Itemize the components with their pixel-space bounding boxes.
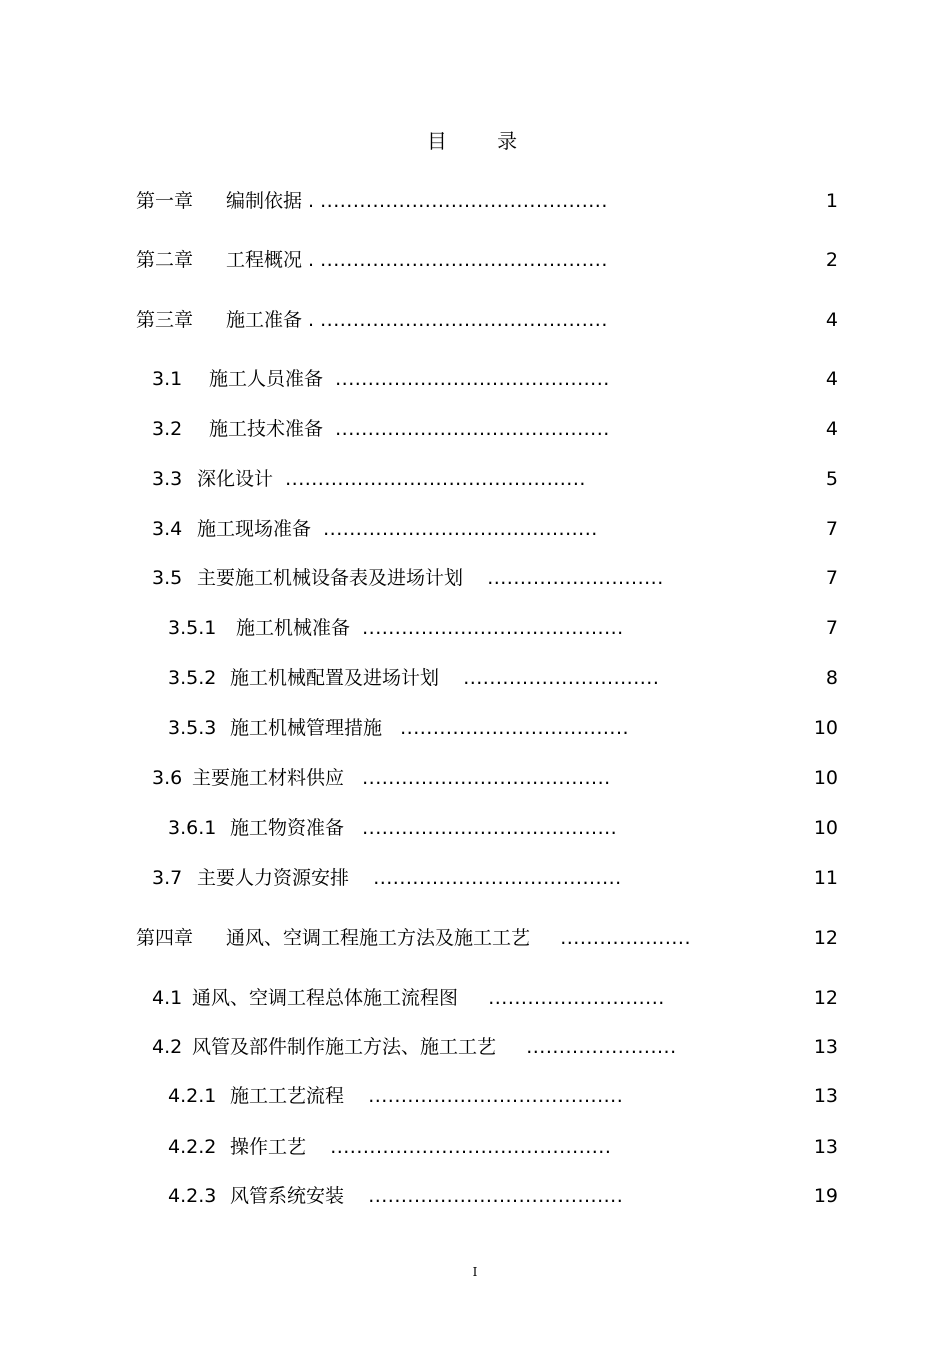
page-footer-number: I [472,1265,478,1279]
toc-entry-3-3[interactable] [152,464,838,494]
toc-page-number: 4 [825,368,838,390]
toc-page-number: 7 [825,567,838,589]
toc-page-number: 1 [825,190,838,212]
toc-entry-number: 4.2 [152,1036,183,1058]
toc-leader-dots: ....................................... [362,817,618,839]
toc-entry-number: 3.6 [152,767,183,789]
toc-entry-number: 第二章 [136,249,194,271]
toc-entry-3-5[interactable] [152,563,838,593]
toc-page-number: 10 [813,817,838,839]
toc-entry-label: 工程概况 . [226,249,315,271]
toc-entry-chapter-3[interactable] [136,305,838,335]
toc-leader-dots: ................................... [400,717,630,739]
toc-page-number: 4 [825,418,838,440]
toc-page-number: 7 [825,617,838,639]
toc-entry-4-1[interactable] [152,983,838,1013]
toc-entry-3-5-1[interactable] [168,613,838,643]
toc-title: 目 录 [426,129,540,153]
toc-entry-label: 通风、空调工程总体施工流程图 [192,987,459,1009]
toc-leader-dots: .............................................. [285,468,586,490]
toc-leader-dots: .......................................... [335,368,610,390]
toc-entry-label: 施工技术准备 [209,418,324,440]
toc-leader-dots: ....................................... [368,1185,624,1207]
toc-entry-number: 3.3 [152,468,183,490]
toc-entry-3-2[interactable] [152,414,838,444]
toc-page-number: 10 [813,767,838,789]
toc-page-number: 8 [825,667,838,689]
toc-entry-label: 操作工艺 [230,1136,307,1158]
toc-entry-number: 3.5.3 [168,717,217,739]
toc-page-number: 10 [813,717,838,739]
toc-entry-label: 深化设计 [197,468,274,490]
toc-entry-3-5-2[interactable] [168,663,838,693]
toc-entry-label: 主要施工材料供应 [192,767,345,789]
toc-entry-label: 施工物资准备 [230,817,345,839]
toc-entry-3-7[interactable] [152,863,838,893]
toc-entry-4-2-3[interactable] [168,1181,838,1211]
toc-leader-dots: ...................................... [362,767,611,789]
toc-entry-number: 第四章 [136,927,194,949]
toc-leader-dots: ............................................ [320,309,608,331]
toc-entry-number: 3.1 [152,368,183,390]
toc-entry-4-2-2[interactable] [168,1132,838,1162]
toc-leader-dots: ....................................... [368,1085,624,1107]
toc-entry-number: 4.2.1 [168,1085,217,1107]
toc-leader-dots: .............................. [463,667,660,689]
toc-entry-number: 3.5 [152,567,183,589]
toc-entry-number: 第三章 [136,309,194,331]
toc-page-number: 19 [813,1185,838,1207]
toc-leader-dots: ............................................ [320,249,608,271]
toc-entry-label: 风管系统安装 [230,1185,345,1207]
toc-entry-label: 施工准备 . [226,309,315,331]
toc-entry-label: 施工工艺流程 [230,1085,345,1107]
toc-entry-label: 施工机械准备 [236,617,351,639]
toc-entry-number: 3.6.1 [168,817,217,839]
toc-entry-number: 3.7 [152,867,183,889]
toc-entry-label: 施工人员准备 [209,368,324,390]
toc-leader-dots: ........................................ [362,617,624,639]
toc-entry-number: 4.2.3 [168,1185,217,1207]
toc-entry-4-2[interactable] [152,1032,838,1062]
toc-leader-dots: ........................................... [330,1136,612,1158]
toc-page-number: 5 [825,468,838,490]
toc-page-number: 2 [825,249,838,271]
toc-page-number: 7 [825,518,838,540]
toc-page-number: 4 [825,309,838,331]
toc-leader-dots: .......................................... [335,418,610,440]
toc-page-number: 13 [813,1085,838,1107]
toc-entry-3-1[interactable] [152,364,838,394]
toc-entry-label: 主要人力资源安排 [197,867,350,889]
toc-leader-dots: .................... [560,927,692,949]
toc-leader-dots: ........................... [488,987,665,1009]
toc-entry-3-5-3[interactable] [168,713,838,743]
toc-entry-number: 3.4 [152,518,183,540]
toc-entry-label: 施工现场准备 [197,518,312,540]
toc-entry-number: 4.2.2 [168,1136,217,1158]
toc-leader-dots: ............................................ [320,190,608,212]
toc-entry-number: 3.5.2 [168,667,217,689]
toc-leader-dots: ........................... [487,567,664,589]
toc-entry-number: 3.5.1 [168,617,217,639]
toc-entry-label: 编制依据 . [226,190,315,212]
toc-entry-3-6-1[interactable] [168,813,838,843]
toc-entry-label: 主要施工机械设备表及进场计划 [197,567,464,589]
toc-leader-dots: ....................... [526,1036,677,1058]
toc-entry-4-2-1[interactable] [168,1081,838,1111]
toc-entry-chapter-1[interactable] [136,186,838,216]
toc-leader-dots: ...................................... [373,867,622,889]
toc-entry-chapter-4[interactable] [136,923,838,953]
toc-entry-3-4[interactable] [152,514,838,544]
toc-entry-3-6[interactable] [152,763,838,793]
toc-entry-chapter-2[interactable] [136,245,838,275]
toc-entry-label: 通风、空调工程施工方法及施工工艺 [226,927,531,949]
toc-entry-label: 施工机械配置及进场计划 [230,667,440,689]
toc-leader-dots: .......................................... [323,518,598,540]
toc-page-number: 13 [813,1036,838,1058]
toc-entry-label: 风管及部件制作施工方法、施工工艺 [192,1036,497,1058]
toc-entry-number: 3.2 [152,418,183,440]
toc-entry-label: 施工机械管理措施 [230,717,383,739]
toc-entry-number: 第一章 [136,190,194,212]
toc-page-number: 12 [813,987,838,1009]
toc-page-number: 12 [813,927,838,949]
toc-entry-number: 4.1 [152,987,183,1009]
toc-page-number: 13 [813,1136,838,1158]
toc-page-number: 11 [813,867,838,889]
